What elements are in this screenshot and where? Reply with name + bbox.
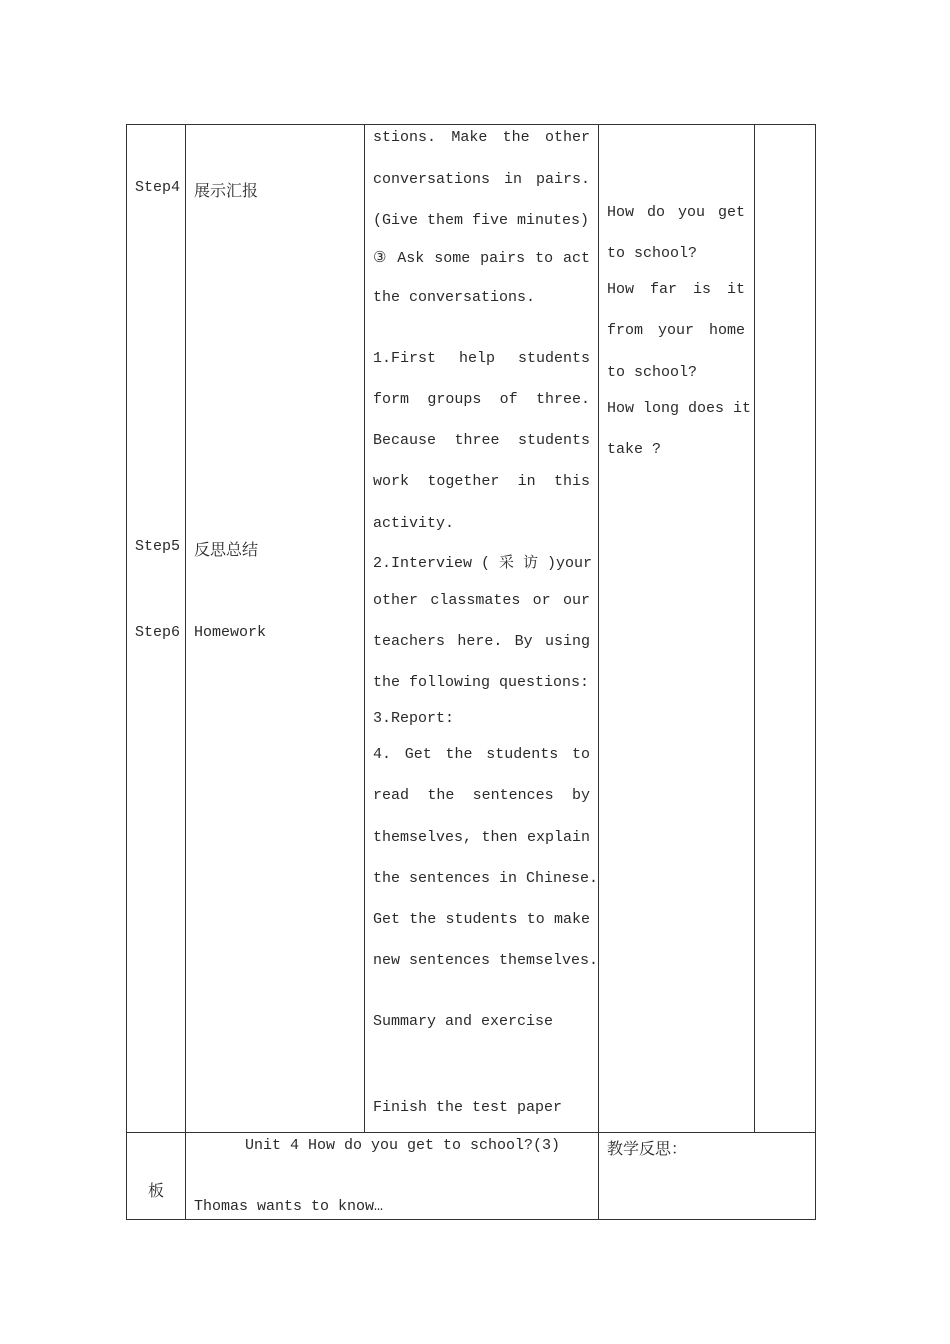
question-line: from your home [607,322,745,339]
reflection-label: 教学反思： [607,1139,688,1158]
activity-line: teachers here. By using [373,633,590,650]
table-border-right [815,124,816,1220]
question-line: How far is it [607,281,745,298]
col-divider-3 [598,124,599,1220]
activity-line: form groups of three. [373,391,590,408]
step5-label: Step5 [135,538,181,555]
table-border-bottom [126,1219,816,1220]
question-line: to school? [607,364,698,381]
col-divider-2 [364,124,365,1133]
board-label: 板 [148,1181,165,1200]
activity-line: 4. Get the students to [373,746,590,763]
question-line: How long does it [607,400,752,417]
question-line: to school? [607,245,698,262]
step4-label: Step4 [135,179,181,196]
col-divider-4 [754,124,755,1133]
col-divider-1 [185,124,186,1220]
activity-line: 1.First help students [373,350,590,367]
activity-line: read the sentences by [373,787,590,804]
activity-line: Get the students to make [373,911,590,928]
activity-line: Because three students [373,432,590,449]
activity-line: new sentences themselves. [373,952,599,969]
board-line: Thomas wants to know… [194,1198,384,1215]
table-border-left [126,124,127,1220]
activity-line: 3.Report: [373,710,455,727]
activity-line: the conversations. [373,289,536,306]
board-title: Unit 4 How do you get to school?(3) [245,1137,561,1154]
activity-line: work together in this [373,473,590,490]
question-line: How do you get [607,204,745,221]
step5-title: 反思总结 [194,540,259,559]
activity-line: Finish the test paper [373,1099,563,1116]
step4-title: 展示汇报 [194,181,259,200]
table-border-top [126,124,816,125]
question-line: take ? [607,441,662,458]
activity-line: (Give them five minutes) [373,212,590,229]
table-border-mid [126,1132,816,1133]
activity-line: other classmates or our [373,592,590,609]
activity-line: conversations in pairs. [373,171,590,188]
activity-line: Summary and exercise [373,1013,554,1030]
step6-label: Step6 [135,624,181,641]
activity-line: stions. Make the other [373,129,590,146]
step6-title: Homework [194,624,267,641]
activity-line: the following questions: [373,674,590,691]
activity-line: themselves, then explain [373,829,590,846]
activity-line: 2.Interview ( 采 访 )your [373,555,593,572]
activity-line: activity. [373,515,455,532]
activity-line: ③ Ask some pairs to act [373,250,590,267]
activity-line: the sentences in Chinese. [373,870,599,887]
